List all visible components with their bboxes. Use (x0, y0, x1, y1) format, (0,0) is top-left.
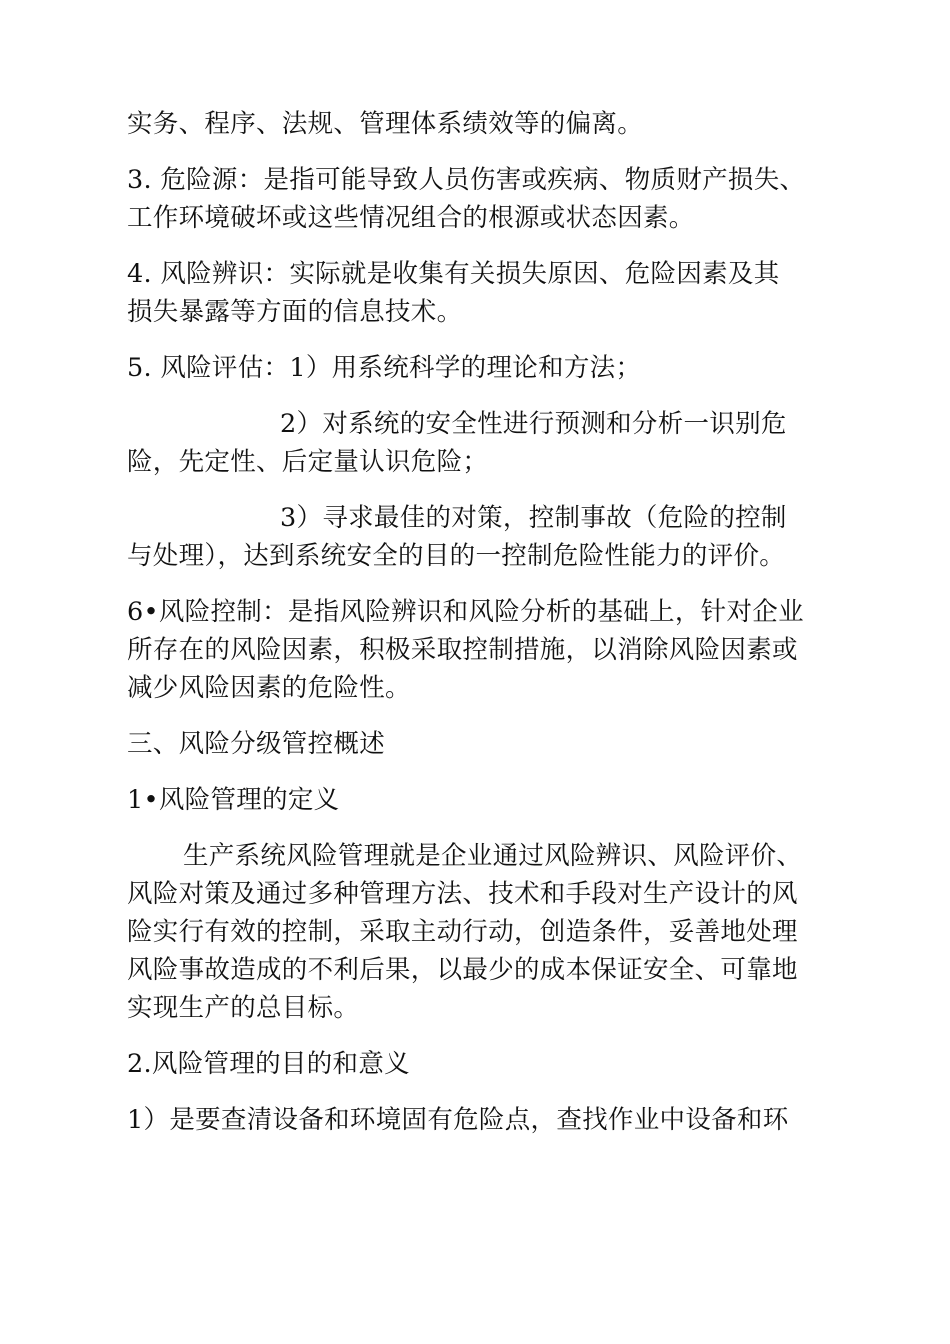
text-line: 减少风险因素的危险性。 (127, 673, 411, 703)
text-line: 6•风险控制：是指风险辨识和风险分析的基础上，针对企业 (127, 597, 804, 627)
text-line: 险实行有效的控制，采取主动行动，创造条件，妥善地处理 (127, 917, 798, 947)
text-line: 险，先定性、后定量认识危险； (127, 447, 489, 477)
text-line: 风险事故造成的不利后果，以最少的成本保证安全、可靠地 (127, 955, 798, 985)
text-line: 2）对系统的安全性进行预测和分析一识别危 (280, 409, 787, 439)
text-line: 1）是要查清设备和环境固有危险点，查找作业中设备和环 (127, 1105, 789, 1135)
text-line: 实务、程序、法规、管理体系绩效等的偏离。 (127, 109, 644, 139)
text-line: 风险对策及通过多种管理方法、技术和手段对生产设计的风 (127, 879, 798, 909)
text-line: 损失暴露等方面的信息技术。 (127, 297, 463, 327)
text-line: 5. 风险评估：1）用系统科学的理论和方法； (127, 353, 642, 383)
text-line: 3）寻求最佳的对策，控制事故（危险的控制 (280, 503, 787, 533)
text-line: 生产系统风险管理就是企业通过风险辨识、风险评价、 (183, 841, 803, 871)
text-line: 所存在的风险因素，积极采取控制措施，以消除风险因素或 (127, 635, 798, 665)
text-line: 与处理），达到系统安全的目的一控制危险性能力的评价。 (127, 541, 786, 571)
subsection-heading: 2.风险管理的目的和意义 (127, 1049, 410, 1079)
subsection-heading: 1•风险管理的定义 (127, 785, 340, 815)
text-line: 实现生产的总目标。 (127, 993, 360, 1023)
document-body (127, 105, 827, 1139)
section-heading: 三、风险分级管控概述 (127, 729, 386, 759)
text-line: 4. 风险辨识：实际就是收集有关损失原因、危险因素及其 (127, 259, 780, 289)
text-line: 工作环境破坏或这些情况组合的根源或状态因素。 (127, 203, 695, 233)
text-line: 3. 危险源：是指可能导致人员伤害或疾病、物质财产损失、 (127, 165, 806, 195)
